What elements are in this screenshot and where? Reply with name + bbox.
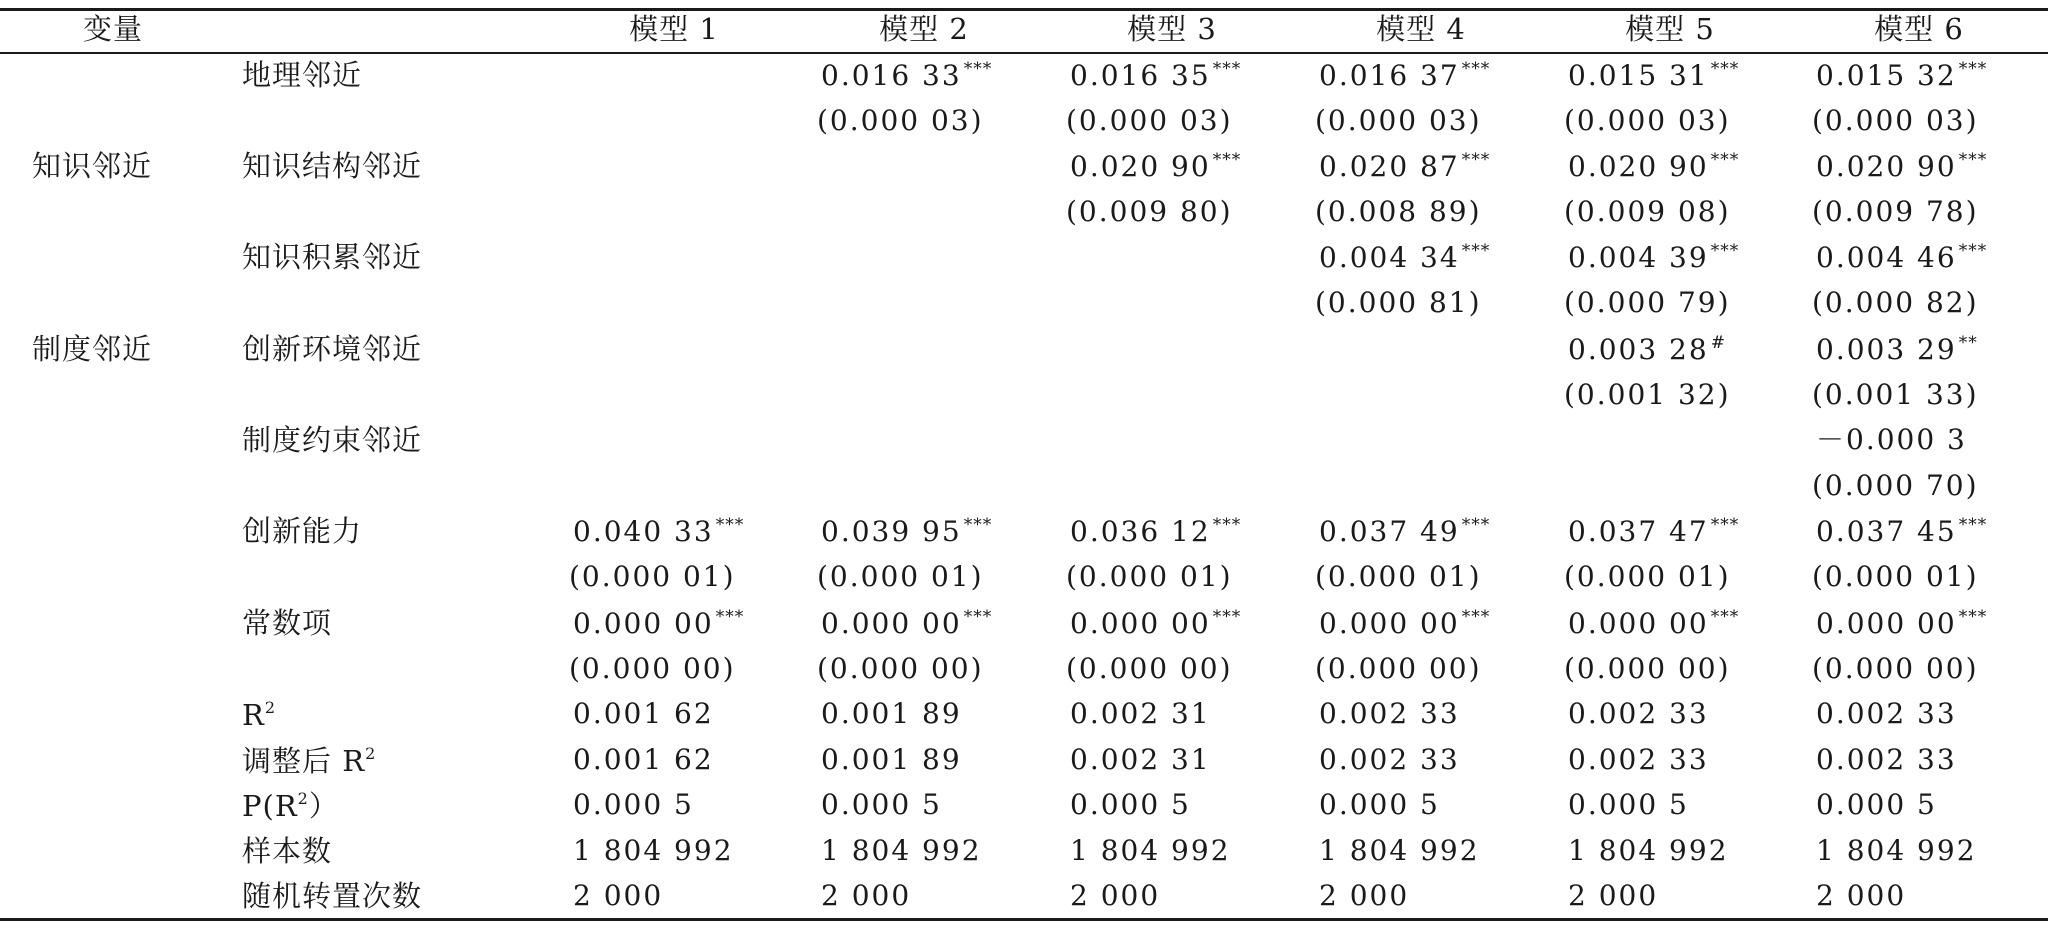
- coef-value: [821, 609, 992, 638]
- header-variable: 变量: [82, 12, 144, 46]
- coef-value: [1816, 335, 1978, 364]
- significance-mark: ***: [1461, 241, 1491, 261]
- row-label: 常数项: [242, 606, 333, 640]
- stat-value: 0.000 5: [1319, 788, 1440, 821]
- stat-label: [242, 700, 276, 730]
- significance-mark: **: [1958, 333, 1978, 353]
- std-error: (0.001 32): [1564, 377, 1731, 411]
- std-error: (0.000 03): [1812, 103, 1979, 137]
- coef-value: [1816, 61, 1987, 90]
- significance-mark: ***: [715, 515, 745, 535]
- significance-mark: ***: [1461, 607, 1491, 627]
- significance-mark: ***: [1958, 59, 1988, 79]
- coef-value: [1816, 423, 1967, 456]
- significance-mark: #: [1710, 333, 1726, 353]
- coef-number: 0.000 00: [1319, 607, 1460, 640]
- stat-value: 0.001 62: [573, 697, 714, 730]
- coef-number: 0.020 87: [1319, 150, 1460, 183]
- coef-number: 0.000 00: [821, 607, 962, 640]
- significance-mark: ***: [1958, 150, 1988, 170]
- coef-value: [1568, 152, 1739, 181]
- header-model-3: 模型 3: [1127, 12, 1217, 46]
- coef-number: 0.015 31: [1568, 59, 1709, 92]
- stat-value: 1 804 992: [1070, 834, 1231, 867]
- significance-mark: ***: [963, 607, 993, 627]
- top-rule: [0, 8, 2048, 11]
- stat-label-text: P(R: [242, 789, 298, 823]
- std-error: (0.009 08): [1564, 194, 1731, 228]
- stat-value: 0.002 33: [1319, 743, 1460, 776]
- stat-value: 2 000: [1816, 879, 1907, 912]
- coef-value: [573, 609, 744, 638]
- stat-value: 2 000: [1568, 879, 1659, 912]
- group-label: 制度邻近: [32, 332, 153, 366]
- significance-mark: ***: [715, 607, 745, 627]
- significance-mark: ***: [1212, 515, 1242, 535]
- coef-value: [1568, 243, 1739, 272]
- stat-value: 0.000 5: [821, 788, 942, 821]
- coef-value: [821, 61, 992, 90]
- coef-value: [1319, 243, 1490, 272]
- significance-mark: ***: [1958, 515, 1988, 535]
- stat-label-text: 调整后 R: [242, 744, 366, 778]
- stat-label: [242, 791, 339, 821]
- coef-value: [1070, 609, 1241, 638]
- stat-value: 1 804 992: [821, 834, 982, 867]
- stat-label-suffix: ）: [308, 789, 339, 823]
- stat-value: 2 000: [1319, 879, 1410, 912]
- significance-mark: ***: [1461, 150, 1491, 170]
- std-error: (0.000 00): [1564, 651, 1731, 685]
- stat-value: 2 000: [821, 879, 912, 912]
- std-error: (0.000 03): [1066, 103, 1233, 137]
- coef-number: 0.040 33: [573, 515, 714, 548]
- std-error: (0.000 00): [1812, 651, 1979, 685]
- row-label: 制度约束邻近: [242, 423, 423, 457]
- stat-value: 2 000: [1070, 879, 1161, 912]
- row-label: 知识积累邻近: [242, 240, 423, 274]
- stat-value: 0.001 89: [821, 697, 962, 730]
- stat-value: 0.001 89: [821, 743, 962, 776]
- stat-value: 0.002 31: [1070, 743, 1211, 776]
- row-label: 创新能力: [242, 514, 363, 548]
- coef-number: 0.015 32: [1816, 59, 1957, 92]
- std-error: (0.000 01): [1066, 559, 1233, 593]
- stat-value: 0.002 33: [1319, 697, 1460, 730]
- std-error: (0.000 01): [1564, 559, 1731, 593]
- significance-mark: ***: [1212, 607, 1242, 627]
- row-label: 知识结构邻近: [242, 149, 423, 183]
- coef-number: 0.037 45: [1816, 515, 1957, 548]
- stat-value: 0.002 33: [1816, 743, 1957, 776]
- coef-number: 0.004 39: [1568, 241, 1709, 274]
- coef-number: 0.000 00: [1568, 607, 1709, 640]
- std-error: (0.000 03): [817, 103, 984, 137]
- coef-number: 0.004 46: [1816, 241, 1957, 274]
- coef-number: 0.020 90: [1816, 150, 1957, 183]
- stat-label: [242, 834, 333, 868]
- std-error: (0.000 00): [1066, 651, 1233, 685]
- coef-number: 0.004 34: [1319, 241, 1460, 274]
- significance-mark: ***: [963, 59, 993, 79]
- stat-value: 0.000 5: [1070, 788, 1191, 821]
- coef-number: 0.039 95: [821, 515, 962, 548]
- coef-value: [1568, 517, 1739, 546]
- coef-number: 0.036 12: [1070, 515, 1211, 548]
- significance-mark: ***: [1958, 241, 1988, 261]
- coef-value: [1816, 243, 1987, 272]
- coef-value: [1319, 517, 1490, 546]
- stat-label-text: 随机转置次数: [242, 879, 423, 913]
- significance-mark: ***: [1212, 59, 1242, 79]
- std-error: (0.009 78): [1812, 194, 1979, 228]
- coef-number: 0.037 47: [1568, 515, 1709, 548]
- coef-value: [1070, 61, 1241, 90]
- coef-value: [1816, 609, 1987, 638]
- coef-value: [1816, 152, 1987, 181]
- coef-value: [1568, 609, 1739, 638]
- std-error: (0.000 03): [1315, 103, 1482, 137]
- std-error: (0.001 33): [1812, 377, 1979, 411]
- stat-value: 0.000 5: [1816, 788, 1937, 821]
- coef-number: 0.000 00: [1816, 607, 1957, 640]
- coef-number: 0.020 90: [1568, 150, 1709, 183]
- stat-value: 0.002 31: [1070, 697, 1211, 730]
- std-error: (0.000 81): [1315, 285, 1482, 319]
- coef-value: [1568, 61, 1739, 90]
- superscript: 2: [365, 744, 377, 763]
- coef-value: [1816, 517, 1987, 546]
- significance-mark: ***: [1710, 515, 1740, 535]
- std-error: (0.000 79): [1564, 285, 1731, 319]
- std-error: (0.000 03): [1564, 103, 1731, 137]
- coef-number: 0.037 49: [1319, 515, 1460, 548]
- coef-value: [1319, 61, 1490, 90]
- stat-label: [242, 879, 423, 913]
- stat-label-text: R: [242, 698, 265, 732]
- header-model-5: 模型 5: [1625, 12, 1715, 46]
- coef-value: [821, 517, 992, 546]
- std-error: (0.000 00): [569, 651, 736, 685]
- stat-value: 0.002 33: [1568, 743, 1709, 776]
- std-error: (0.008 89): [1315, 194, 1482, 228]
- std-error: (0.000 01): [1812, 559, 1979, 593]
- coef-number: 0.016 37: [1319, 59, 1460, 92]
- significance-mark: ***: [1212, 150, 1242, 170]
- header-model-4: 模型 4: [1376, 12, 1466, 46]
- coef-value: [573, 517, 744, 546]
- stat-value: 1 804 992: [1568, 834, 1729, 867]
- coef-value: [1070, 517, 1241, 546]
- row-label: 地理邻近: [242, 58, 363, 92]
- significance-mark: ***: [1710, 607, 1740, 627]
- significance-mark: ***: [1710, 241, 1740, 261]
- std-error: (0.000 82): [1812, 285, 1979, 319]
- coef-value: [1070, 152, 1241, 181]
- superscript: 2: [297, 789, 309, 808]
- std-error: (0.000 00): [1315, 651, 1482, 685]
- header-model-1: 模型 1: [629, 12, 719, 46]
- coef-value: [1568, 335, 1726, 364]
- stat-value: 2 000: [573, 879, 664, 912]
- stat-value: 0.001 62: [573, 743, 714, 776]
- stat-value: 0.002 33: [1568, 697, 1709, 730]
- coef-number: 0.020 90: [1070, 150, 1211, 183]
- std-error: (0.009 80): [1066, 194, 1233, 228]
- std-error: (0.000 70): [1812, 468, 1979, 502]
- stat-value: 1 804 992: [1319, 834, 1480, 867]
- bottom-rule: [0, 918, 2048, 921]
- std-error: (0.000 01): [569, 559, 736, 593]
- header-model-6: 模型 6: [1874, 12, 1964, 46]
- coef-number: 0.003 28: [1568, 333, 1709, 366]
- coef-number: 0.016 33: [821, 59, 962, 92]
- significance-mark: ***: [1710, 59, 1740, 79]
- stat-label-text: 样本数: [242, 834, 333, 868]
- stat-label: [242, 746, 376, 776]
- std-error: (0.000 01): [1315, 559, 1482, 593]
- significance-mark: ***: [963, 515, 993, 535]
- group-label: 知识邻近: [32, 149, 153, 183]
- significance-mark: ***: [1958, 607, 1988, 627]
- coef-number: －0.000 3: [1816, 423, 1967, 456]
- header-model-2: 模型 2: [879, 12, 969, 46]
- coef-number: 0.003 29: [1816, 333, 1957, 366]
- significance-mark: ***: [1461, 59, 1491, 79]
- row-label: 创新环境邻近: [242, 332, 423, 366]
- stat-value: 1 804 992: [573, 834, 734, 867]
- coef-number: 0.016 35: [1070, 59, 1211, 92]
- coef-number: 0.000 00: [1070, 607, 1211, 640]
- stat-value: 0.002 33: [1816, 697, 1957, 730]
- superscript: 2: [264, 698, 277, 717]
- significance-mark: ***: [1461, 515, 1491, 535]
- stat-value: 0.000 5: [1568, 788, 1689, 821]
- std-error: (0.000 00): [817, 651, 984, 685]
- coef-number: 0.000 00: [573, 607, 714, 640]
- stat-value: 1 804 992: [1816, 834, 1977, 867]
- significance-mark: ***: [1710, 150, 1740, 170]
- coef-value: [1319, 152, 1490, 181]
- header-rule: [0, 52, 2048, 54]
- std-error: (0.000 01): [817, 559, 984, 593]
- stat-value: 0.000 5: [573, 788, 694, 821]
- coef-value: [1319, 609, 1490, 638]
